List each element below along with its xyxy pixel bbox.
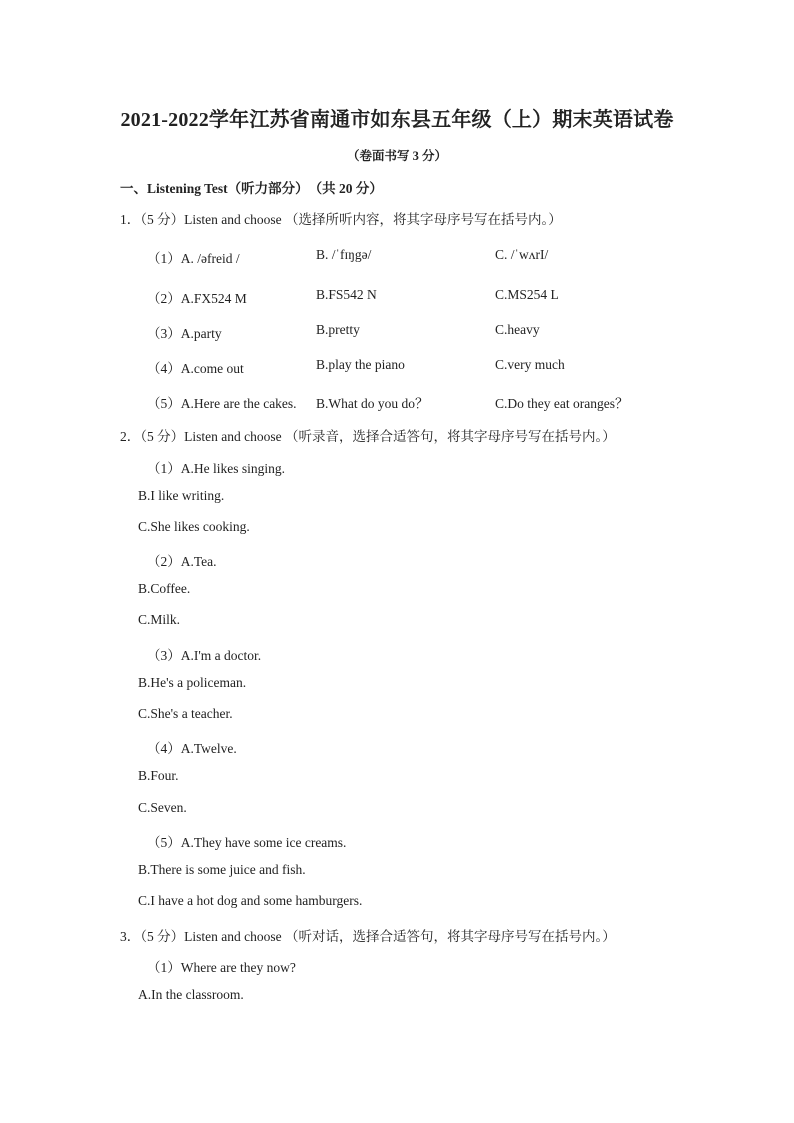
q2-3-option-c: C.She's a teacher. [138, 706, 233, 721]
q2-1-option-a: （1）A.He likes singing. [147, 461, 285, 476]
q1-2-option-b: B.FS542 N [316, 287, 377, 302]
q2-4-option-b: B.Four. [138, 768, 179, 783]
question-3-stem: 3．（5 分）Listen and choose （听对话，选择合适答句，将其字母序号写在括号内。） [120, 929, 616, 944]
q1-1-option-b: B. /ˈfɪŋgə/ [316, 247, 372, 262]
q3-1-option-a: A.In the classroom. [138, 987, 244, 1002]
q2-2-option-b: B.Coffee. [138, 581, 191, 596]
section-heading: 一、Listening Test（听力部分） （共 20 分） [120, 181, 383, 196]
q2-1-option-b: B.I like writing. [138, 488, 225, 503]
question-1-stem: 1．（5 分）Listen and choose （选择所听内容，将其字母序号写在括号内。） [120, 212, 562, 227]
q2-4-option-c: C.Seven. [138, 800, 187, 815]
q2-3-option-b: B.He's a policeman. [138, 675, 247, 690]
q1-2-option-c: C.MS254 L [495, 287, 559, 302]
q1-4-option-c: C.very much [495, 357, 565, 372]
q1-3-option-c: C.heavy [495, 322, 540, 337]
q1-4-option-b: B.play the piano [316, 357, 405, 372]
question-2-stem: 2．（5 分）Listen and choose （听录音，选择合适答句，将其字母序号写在括号内。） [120, 429, 616, 444]
q2-5-option-b: B.There is some juice and fish. [138, 862, 306, 877]
q1-5-option-a: （5）A.Here are the cakes. [147, 396, 297, 411]
q1-5-option-b: B.What do you do？ [316, 396, 429, 411]
q2-5-option-a: （5）A.They have some ice creams. [147, 835, 347, 850]
q1-5-option-c: C.Do they eat oranges？ [495, 396, 629, 411]
q2-2-option-a: （2）A.Tea. [147, 554, 217, 569]
q1-3-option-b: B.pretty [316, 322, 360, 337]
q3-1-question: （1）Where are they now? [147, 960, 296, 975]
q1-2-option-a: （2）A.FX524 M [147, 291, 247, 306]
q2-4-option-a: （4）A.Twelve. [147, 741, 237, 756]
page-subtitle: （卷面书写 3 分） [346, 149, 447, 163]
q2-1-option-c: C.She likes cooking. [138, 519, 250, 534]
q2-3-option-a: （3）A.I'm a doctor. [147, 648, 262, 663]
q1-1-option-c: C. /ˈwʌrI/ [495, 247, 549, 262]
q1-3-option-a: （3）A.party [147, 326, 222, 341]
q2-5-option-c: C.I have a hot dog and some hamburgers. [138, 893, 363, 908]
q1-4-option-a: （4）A.come out [147, 361, 244, 376]
page-title: 2021-2022学年江苏省南通市如东县五年级（上）期末英语试卷 [120, 109, 674, 131]
q1-1-option-a: （1）A. /əfreid / [147, 251, 240, 266]
q2-2-option-c: C.Milk. [138, 612, 181, 627]
